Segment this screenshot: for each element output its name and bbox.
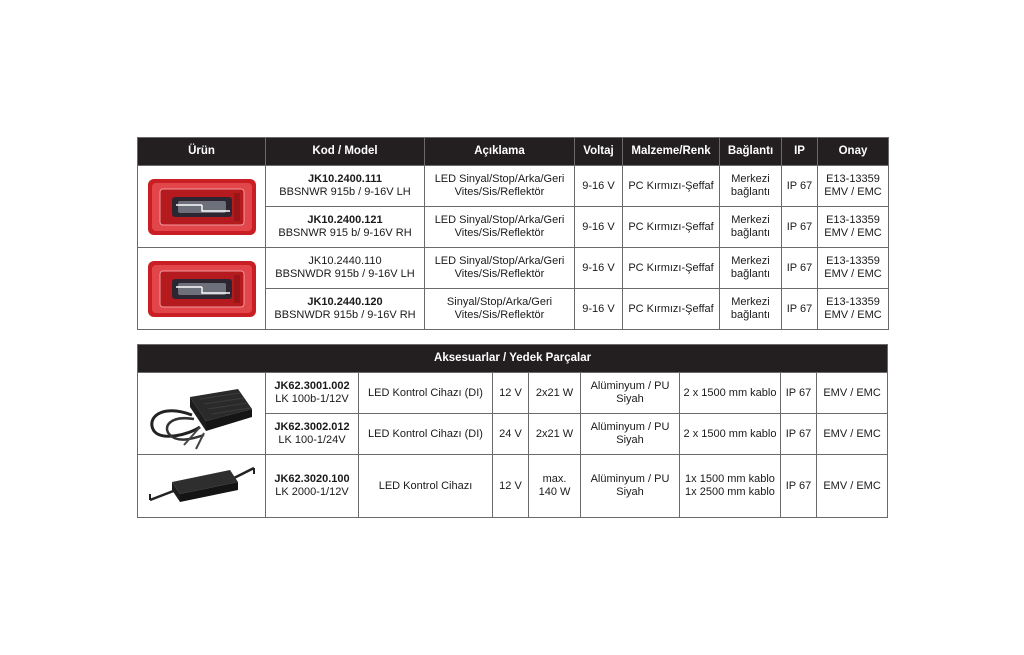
product-code-cell: JK10.2440.120 BBSNWDR 915b / 9-16V RH bbox=[266, 289, 425, 330]
product-ip: IP 67 bbox=[782, 289, 818, 330]
accessory-material: Alüminyum / PU Siyah bbox=[581, 373, 680, 414]
product-code-cell: JK10.2400.121 BBSNWR 915 b/ 9-16V RH bbox=[266, 207, 425, 248]
header-code-model: Kod / Model bbox=[266, 138, 425, 166]
table-row bbox=[138, 248, 889, 289]
tail-lamp-image bbox=[146, 257, 258, 321]
header-ip: IP bbox=[782, 138, 818, 166]
product-voltage: 9-16 V bbox=[575, 166, 623, 207]
accessory-ip: IP 67 bbox=[781, 455, 817, 518]
product-description: Sinyal/Stop/Arka/Geri Vites/Sis/Reflektör bbox=[425, 289, 575, 330]
product-approval: E13-13359 EMV / EMC bbox=[818, 289, 889, 330]
product-material: PC Kırmızı-Şeffaf bbox=[623, 207, 720, 248]
accessory-voltage: 24 V bbox=[493, 414, 529, 455]
header-connection: Bağlantı bbox=[720, 138, 782, 166]
product-description: LED Sinyal/Stop/Arka/Geri Vites/Sis/Reflektör bbox=[425, 166, 575, 207]
accessory-ip: IP 67 bbox=[781, 414, 817, 455]
accessories-table bbox=[137, 344, 888, 518]
accessory-description: LED Kontrol Cihazı (DI) bbox=[359, 373, 493, 414]
product-material: PC Kırmızı-Şeffaf bbox=[623, 248, 720, 289]
product-description: LED Sinyal/Stop/Arka/Geri Vites/Sis/Reflektör bbox=[425, 248, 575, 289]
accessory-approval: EMV / EMC bbox=[817, 373, 888, 414]
header-product: Ürün bbox=[138, 138, 266, 166]
tail-lamp-image bbox=[146, 175, 258, 239]
product-image-cell bbox=[138, 166, 266, 248]
product-description: LED Sinyal/Stop/Arka/Geri Vites/Sis/Reflektör bbox=[425, 207, 575, 248]
accessory-ip: IP 67 bbox=[781, 373, 817, 414]
product-code-cell: JK10.2400.111 BBSNWR 915b / 9-16V LH bbox=[266, 166, 425, 207]
accessory-voltage: 12 V bbox=[493, 373, 529, 414]
product-voltage: 9-16 V bbox=[575, 248, 623, 289]
header-approval: Onay bbox=[818, 138, 889, 166]
product-connection: Merkezi bağlantı bbox=[720, 248, 782, 289]
accessory-approval: EMV / EMC bbox=[817, 414, 888, 455]
accessory-image-cell bbox=[138, 455, 266, 518]
product-image-cell bbox=[138, 248, 266, 330]
accessories-title-row bbox=[138, 345, 888, 373]
product-connection: Merkezi bağlantı bbox=[720, 289, 782, 330]
accessory-cable: 2 x 1500 mm kablo bbox=[680, 373, 781, 414]
product-ip: IP 67 bbox=[782, 166, 818, 207]
product-approval: E13-13359 EMV / EMC bbox=[818, 207, 889, 248]
accessory-material: Alüminyum / PU Siyah bbox=[581, 414, 680, 455]
product-material: PC Kırmızı-Şeffaf bbox=[623, 289, 720, 330]
product-ip: IP 67 bbox=[782, 248, 818, 289]
accessory-cable: 2 x 1500 mm kablo bbox=[680, 414, 781, 455]
accessory-power: max. 140 W bbox=[529, 455, 581, 518]
product-approval: E13-13359 EMV / EMC bbox=[818, 248, 889, 289]
product-connection: Merkezi bağlantı bbox=[720, 207, 782, 248]
product-voltage: 9-16 V bbox=[575, 207, 623, 248]
accessory-power: 2x21 W bbox=[529, 414, 581, 455]
accessory-cable: 1x 1500 mm kablo 1x 2500 mm kablo bbox=[680, 455, 781, 518]
product-ip: IP 67 bbox=[782, 207, 818, 248]
accessory-code-cell: JK62.3002.012 LK 100-1/24V bbox=[266, 414, 359, 455]
product-code-cell: JK10.2440.110 BBSNWDR 915b / 9-16V LH bbox=[266, 248, 425, 289]
accessory-approval: EMV / EMC bbox=[817, 455, 888, 518]
control-unit-image bbox=[140, 375, 264, 453]
product-connection: Merkezi bağlantı bbox=[720, 166, 782, 207]
accessories-title: Aksesuarlar / Yedek Parçalar bbox=[138, 345, 888, 373]
table-row bbox=[138, 166, 889, 207]
table-row bbox=[138, 455, 888, 518]
accessory-image-cell bbox=[138, 373, 266, 455]
accessory-material: Alüminyum / PU Siyah bbox=[581, 455, 680, 518]
header-description: Açıklama bbox=[425, 138, 575, 166]
accessory-description: LED Kontrol Cihazı (DI) bbox=[359, 414, 493, 455]
header-material: Malzeme/Renk bbox=[623, 138, 720, 166]
accessory-voltage: 12 V bbox=[493, 455, 529, 518]
accessory-code-cell: JK62.3001.002 LK 100b-1/12V bbox=[266, 373, 359, 414]
control-box-image bbox=[146, 460, 258, 512]
product-material: PC Kırmızı-Şeffaf bbox=[623, 166, 720, 207]
accessory-code-cell: JK62.3020.100 LK 2000-1/12V bbox=[266, 455, 359, 518]
products-header-row bbox=[138, 138, 889, 166]
product-voltage: 9-16 V bbox=[575, 289, 623, 330]
product-approval: E13-13359 EMV / EMC bbox=[818, 166, 889, 207]
header-voltage: Voltaj bbox=[575, 138, 623, 166]
products-table bbox=[137, 137, 889, 330]
accessory-power: 2x21 W bbox=[529, 373, 581, 414]
accessory-description: LED Kontrol Cihazı bbox=[359, 455, 493, 518]
table-row bbox=[138, 373, 888, 414]
